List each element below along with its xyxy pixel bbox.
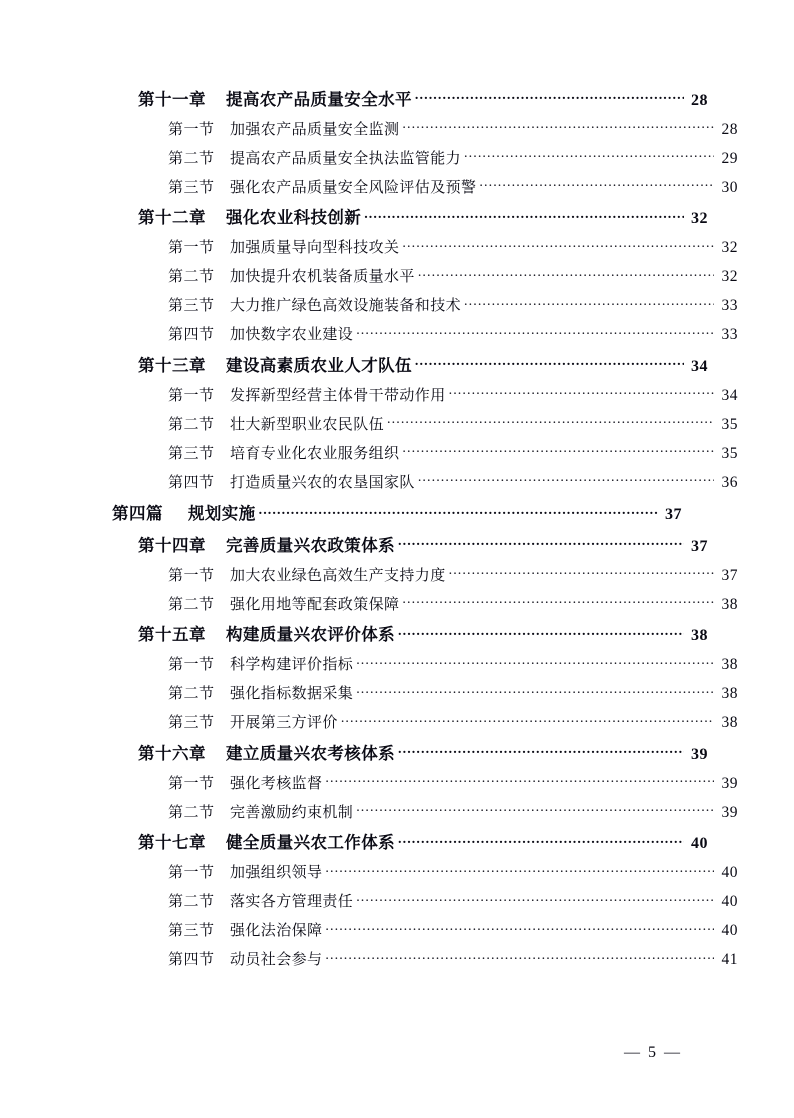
- toc-entry-page: 40: [691, 835, 708, 852]
- toc-leader-dots: [398, 832, 684, 849]
- toc-entry-page: 30: [721, 178, 738, 196]
- toc-entry-number: 第一节: [168, 240, 215, 256]
- toc-entry-title: 开展第三方评价: [230, 715, 338, 731]
- toc-entry-title: 强化农业科技创新: [226, 208, 362, 227]
- toc-entry-section[interactable]: [112, 324, 738, 343]
- toc-entry-section[interactable]: [112, 773, 738, 792]
- toc-entry-number: 第二节: [168, 416, 215, 433]
- toc-entry-title: 落实各方管理责任: [230, 894, 354, 910]
- toc-leader-dots: [364, 207, 684, 224]
- table-of-contents: [112, 88, 738, 968]
- toc-leader-dots: [356, 891, 714, 906]
- toc-entry-number: 第十五章: [138, 625, 206, 644]
- toc-leader-dots: [449, 385, 714, 400]
- toc-entry-page: 32: [691, 210, 708, 227]
- toc-leader-dots: [398, 624, 684, 641]
- toc-entry-title: 规划实施: [188, 504, 256, 523]
- toc-leader-dots: [341, 712, 714, 727]
- toc-entry-page: 38: [721, 685, 738, 702]
- toc-entry-number: 第三节: [168, 923, 215, 939]
- toc-leader-dots: [398, 742, 684, 759]
- toc-leader-dots: [402, 119, 714, 134]
- toc-entry-page: 40: [721, 922, 738, 939]
- toc-entry-chapter[interactable]: [112, 354, 708, 375]
- toc-entry-section[interactable]: [112, 594, 738, 613]
- toc-entry-number: 第二节: [168, 804, 215, 821]
- toc-entry-page: 38: [691, 627, 708, 644]
- toc-entry-section[interactable]: [112, 148, 738, 167]
- toc-entry-number: 第二节: [168, 269, 215, 285]
- toc-entry-number: 第十四章: [138, 535, 206, 555]
- toc-entry-section[interactable]: [112, 802, 738, 821]
- toc-entry-page: 37: [721, 566, 738, 584]
- toc-entry-title: 强化用地等配套政策保障: [230, 596, 400, 613]
- toc-entry-title: 提高农产品质量安全执法监管能力: [230, 150, 462, 167]
- toc-entry-title: 加强组织领导: [230, 865, 323, 881]
- toc-leader-dots: [325, 949, 714, 964]
- toc-entry-chapter[interactable]: [112, 624, 708, 645]
- toc-entry-title: 动员社会参与: [230, 952, 323, 968]
- toc-entry-section[interactable]: [112, 295, 738, 314]
- toc-entry-number: 第二节: [168, 894, 215, 910]
- toc-entry-number: 第十一章: [138, 89, 206, 109]
- toc-entry-page: 37: [665, 506, 682, 523]
- toc-entry-title: 科学构建评价指标: [230, 657, 354, 673]
- toc-entry-number: 第四节: [168, 327, 215, 343]
- toc-entry-title: 加强质量导向型科技攻关: [230, 240, 400, 256]
- toc-leader-dots: [325, 920, 714, 935]
- toc-leader-dots: [356, 802, 714, 817]
- toc-entry-section[interactable]: [112, 949, 738, 968]
- toc-entry-number: 第四篇: [112, 504, 163, 523]
- toc-entry-section[interactable]: [112, 237, 738, 256]
- toc-entry-section[interactable]: [112, 891, 738, 910]
- toc-entry-number: 第四节: [168, 474, 215, 491]
- toc-leader-dots: [418, 266, 714, 281]
- toc-entry-page: 36: [721, 473, 738, 491]
- toc-entry-number: 第一节: [168, 657, 215, 673]
- toc-entry-title: 提高农产品质量安全水平: [226, 89, 412, 109]
- toc-entry-number: 第二节: [168, 150, 215, 167]
- toc-entry-number: 第三节: [168, 179, 215, 196]
- toc-leader-dots: [356, 683, 714, 698]
- toc-leader-dots: [415, 88, 684, 105]
- toc-entry-page: 37: [691, 537, 708, 555]
- toc-entry-page: 34: [721, 386, 738, 404]
- toc-entry-page: 38: [721, 595, 738, 613]
- toc-entry-section[interactable]: [112, 414, 738, 433]
- toc-entry-title: 完善质量兴农政策体系: [226, 535, 395, 555]
- toc-entry-page: 35: [721, 415, 738, 433]
- toc-entry-number: 第十三章: [138, 355, 206, 375]
- toc-entry-section[interactable]: [112, 920, 738, 939]
- toc-leader-dots: [415, 354, 684, 371]
- toc-entry-title: 大力推广绿色高效设施装备和技术: [230, 298, 462, 314]
- toc-leader-dots: [479, 177, 714, 192]
- toc-entry-chapter[interactable]: [112, 742, 708, 763]
- toc-leader-dots: [387, 414, 714, 429]
- toc-entry-title: 强化指标数据采集: [230, 686, 354, 702]
- toc-entry-page: 28: [691, 91, 708, 109]
- toc-entry-section[interactable]: [112, 443, 738, 462]
- toc-leader-dots: [402, 237, 714, 252]
- toc-entry-section[interactable]: [112, 119, 738, 138]
- toc-leader-dots: [356, 654, 714, 669]
- toc-entry-number: 第一节: [168, 775, 215, 792]
- toc-entry-page: 28: [721, 120, 738, 138]
- toc-entry-page: 34: [691, 357, 708, 375]
- toc-entry-section[interactable]: [112, 683, 738, 702]
- page-number: — 5 —: [624, 1044, 682, 1061]
- toc-entry-section[interactable]: [112, 177, 738, 196]
- toc-entry-section[interactable]: [112, 266, 738, 285]
- toc-entry-number: 第一节: [168, 387, 215, 404]
- toc-entry-number: 第四节: [168, 952, 215, 968]
- toc-entry-title: 加快数字农业建设: [230, 327, 354, 343]
- toc-entry-chapter[interactable]: [112, 832, 708, 853]
- toc-entry-page: 39: [721, 774, 738, 792]
- toc-entry-title: 强化法治保障: [230, 923, 323, 939]
- toc-entry-page: 35: [721, 444, 738, 462]
- toc-entry-section[interactable]: [112, 472, 738, 491]
- toc-entry-title: 强化农产品质量安全风险评估及预警: [230, 179, 477, 196]
- toc-leader-dots: [464, 295, 714, 310]
- toc-entry-section[interactable]: [112, 862, 738, 881]
- toc-entry-page: 29: [721, 149, 738, 167]
- toc-entry-number: 第三节: [168, 445, 215, 462]
- toc-entry-title: 壮大新型职业农民队伍: [230, 416, 385, 433]
- toc-leader-dots: [325, 773, 714, 788]
- toc-entry-title: 培育专业化农业服务组织: [230, 445, 400, 462]
- toc-entry-number: 第一节: [168, 865, 215, 881]
- toc-leader-dots: [259, 503, 658, 520]
- toc-entry-title: 加强农产品质量安全监测: [230, 121, 400, 138]
- toc-entry-page: 33: [721, 326, 738, 343]
- toc-entry-number: 第二节: [168, 686, 215, 702]
- toc-entry-part[interactable]: [112, 503, 682, 524]
- toc-entry-number: 第十七章: [138, 833, 206, 852]
- toc-leader-dots: [356, 324, 714, 339]
- toc-leader-dots: [418, 472, 714, 487]
- toc-leader-dots: [464, 148, 714, 163]
- toc-entry-page: 41: [721, 951, 738, 968]
- toc-entry-title: 建立质量兴农考核体系: [226, 743, 395, 763]
- toc-entry-title: 构建质量兴农评价体系: [226, 625, 395, 644]
- toc-entry-title: 加大农业绿色高效生产支持力度: [230, 567, 446, 584]
- toc-entry-page: 33: [721, 297, 738, 314]
- toc-entry-chapter[interactable]: [112, 88, 708, 109]
- toc-leader-dots: [402, 443, 714, 458]
- toc-entry-title: 打造质量兴农的农垦国家队: [230, 474, 415, 491]
- toc-entry-title: 健全质量兴农工作体系: [226, 833, 395, 852]
- toc-leader-dots: [449, 565, 714, 580]
- toc-entry-number: 第一节: [168, 567, 215, 584]
- toc-entry-number: 第二节: [168, 596, 215, 613]
- toc-entry-section[interactable]: [112, 565, 738, 584]
- toc-entry-page: 38: [721, 656, 738, 673]
- toc-entry-number: 第十二章: [138, 208, 206, 227]
- toc-entry-number: 第十六章: [138, 743, 206, 763]
- toc-entry-chapter[interactable]: [112, 207, 708, 228]
- toc-entry-number: 第三节: [168, 715, 215, 731]
- toc-entry-page: 40: [721, 893, 738, 910]
- toc-entry-number: 第三节: [168, 298, 215, 314]
- toc-entry-page: 39: [721, 803, 738, 821]
- toc-entry-section[interactable]: [112, 385, 738, 404]
- toc-entry-number: 第一节: [168, 121, 215, 138]
- toc-entry-title: 强化考核监督: [230, 775, 323, 792]
- toc-entry-section[interactable]: [112, 712, 738, 731]
- toc-entry-section[interactable]: [112, 654, 738, 673]
- toc-entry-page: 32: [721, 268, 738, 285]
- toc-leader-dots: [325, 862, 714, 877]
- toc-leader-dots: [402, 594, 714, 609]
- toc-entry-title: 发挥新型经营主体骨干带动作用: [230, 387, 446, 404]
- toc-entry-chapter[interactable]: [112, 534, 708, 555]
- toc-entry-page: 39: [691, 745, 708, 763]
- toc-entry-page: 40: [721, 864, 738, 881]
- toc-entry-title: 建设高素质农业人才队伍: [226, 355, 412, 375]
- toc-entry-page: 38: [721, 714, 738, 731]
- toc-entry-page: 32: [721, 239, 738, 256]
- toc-leader-dots: [398, 534, 684, 551]
- toc-entry-title: 完善激励约束机制: [230, 804, 354, 821]
- toc-entry-title: 加快提升农机装备质量水平: [230, 269, 415, 285]
